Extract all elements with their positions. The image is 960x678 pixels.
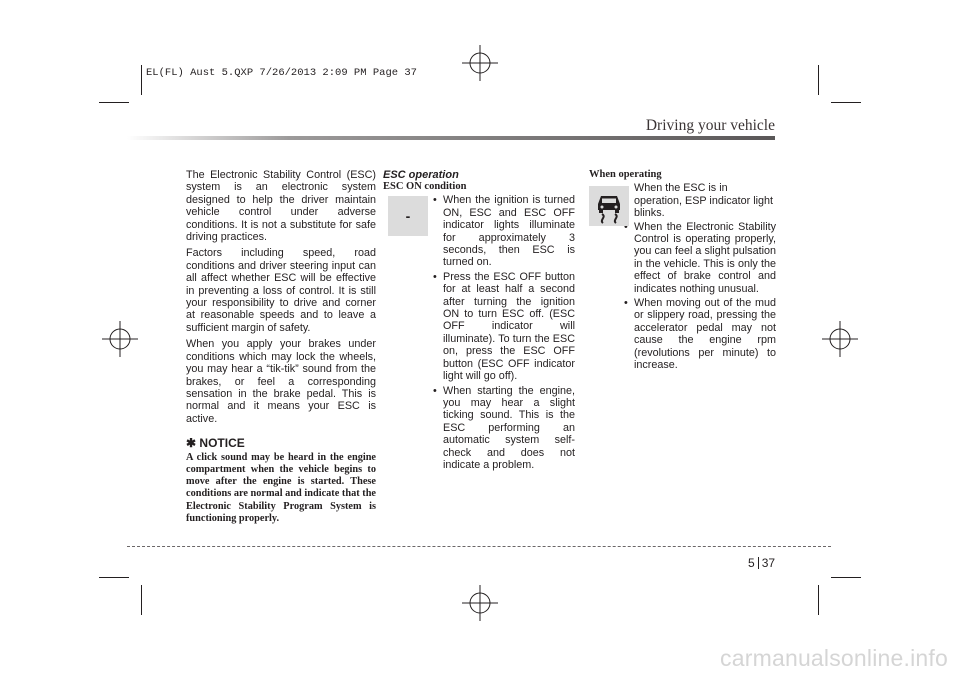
page-number	[748, 556, 775, 570]
column-1	[186, 169, 376, 525]
crop-mark	[141, 585, 142, 615]
crop-mark	[831, 577, 861, 578]
notice-title: NOTICE	[199, 436, 245, 451]
subsection-title: When operating	[589, 169, 662, 180]
print-slug: EL(FL) Aust 5.QXP 7/26/2013 2:09 PM Page 37	[146, 67, 417, 79]
notice-body: A click sound may be heard in the engine compartment when the vehicle begins to move after the engine is started. These conditions are normal and indicate that the Electronic Stability Program System is functioning properly.	[186, 451, 376, 525]
section-title: ESC operation	[383, 169, 459, 181]
watermark: carmanualsonline.info	[720, 645, 948, 671]
list-item: • When the Electronic Stability Control is operating properly, you can feel a slight pulsation in the vehicle. This is only the effect of brake control and indicates nothing unusual.	[623, 221, 776, 295]
paragraph: When the ESC is in operation, ESP indicator light blinks.	[634, 182, 774, 220]
crop-mark	[141, 65, 142, 95]
list-item: • When starting the engine, you may hear a slight ticking sound. This is the ESC performing an automatic system self-check and does not indicate a problem.	[432, 385, 575, 472]
registration-mark-icon	[102, 321, 138, 357]
paragraph: When you apply your brakes under conditions which may lock the wheels, you may hear a “tik-tik” sound from the brakes, or feel a corresponding sensation in the brake pedal. This is normal and it means your ESC is active.	[186, 338, 376, 425]
list-item: • When the ignition is turned ON, ESC and ESC OFF indicator lights illuminate for approximately 3 seconds, then ESC is turned on.	[432, 194, 575, 268]
esc-skid-icon	[589, 186, 629, 226]
subsection-title: ESC ON condition	[383, 181, 467, 192]
registration-mark-icon	[822, 321, 858, 357]
registration-mark-icon	[462, 45, 498, 81]
notice-heading	[186, 437, 376, 449]
indicator-label: -	[405, 208, 411, 224]
crop-mark	[831, 102, 861, 103]
esc-off-indicator	[388, 196, 428, 236]
bullet-list	[432, 194, 575, 471]
page-number-value: 37	[761, 556, 776, 570]
footer-rule	[127, 546, 831, 547]
notice-icon: ✱	[186, 436, 197, 451]
chapter-number: 5	[748, 556, 755, 570]
list-item: • Press the ESC OFF button for at least half a second after turning the ignition ON to turn ESC off. (ESC OFF indicator will illuminate). To turn the ESC on, press the ESC OFF button (ESC OFF indicator light will go off).	[432, 271, 575, 383]
section-header-title: Driving your vehicle	[645, 117, 775, 134]
registration-mark-icon	[462, 585, 498, 621]
crop-mark	[99, 102, 129, 103]
paragraph: Factors including speed, road conditions and driver steering input can all affect whether ESC will be effective in preventing a loss of control. It is still your responsibility to drive and corner at reasonable speeds and to leave a sufficient margin of safety.	[186, 247, 376, 334]
header-rule	[127, 136, 775, 140]
crop-mark	[99, 577, 129, 578]
crop-mark	[818, 65, 819, 95]
esc-indicator	[589, 186, 629, 226]
list-item: • When moving out of the mud or slippery road, pressing the accelerator pedal may not cause the engine rpm (revolutions per minute) to increase.	[623, 297, 776, 371]
page-number-divider	[758, 557, 759, 569]
crop-mark	[818, 585, 819, 615]
paragraph: The Electronic Stability Control (ESC) system is an electronic system designed to help the driver maintain vehicle control under adverse conditions. It is not a substitute for safe driving practices.	[186, 169, 376, 244]
bullet-list	[623, 221, 776, 372]
